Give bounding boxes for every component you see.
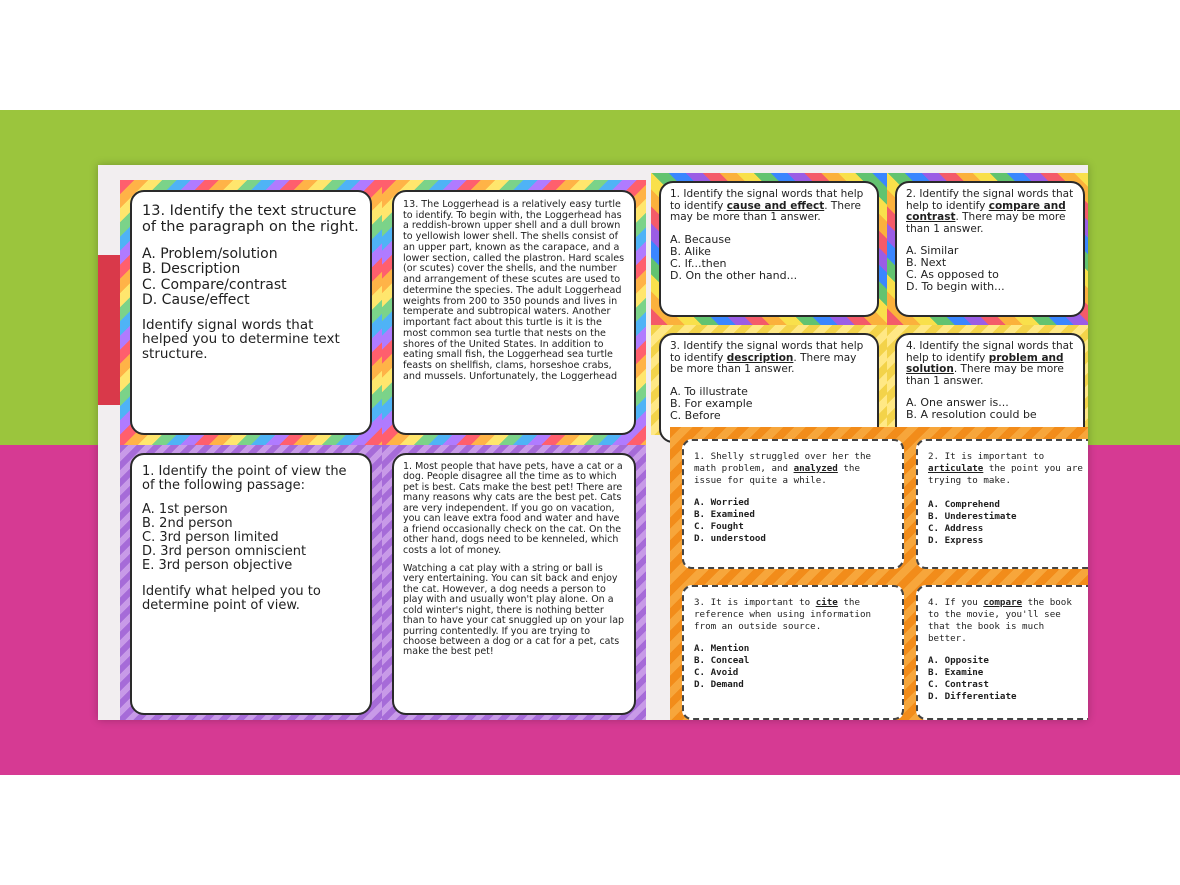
question-text: 2. Identify the signal words that help to identify	[906, 188, 1074, 212]
vocabulary-card	[916, 585, 1088, 720]
option: B. Examined	[694, 508, 755, 520]
text-structure-card	[120, 180, 382, 445]
options-list	[694, 497, 892, 545]
red-binder-edge	[98, 255, 120, 405]
question-text: 3. Identify the signal words that help to identify	[670, 340, 864, 364]
options-list	[906, 397, 1074, 421]
option: A. Problem/solution	[142, 246, 278, 263]
option: D. On the other hand...	[670, 268, 798, 282]
option: B. Conceal	[694, 654, 750, 666]
key-term: cite	[815, 597, 838, 608]
option: E. 3rd person objective	[142, 558, 293, 574]
card-question	[928, 451, 1086, 487]
options-list	[928, 499, 1086, 547]
signal-words-card	[887, 325, 1088, 435]
question-text: the book to the movie, you'll see that the book is much better.	[928, 597, 1072, 644]
question-text: 1. Shelly struggled over her the math problem, and	[694, 451, 872, 474]
option: B. Underestimate	[928, 510, 1017, 522]
option: C. Fought	[694, 520, 744, 532]
point-of-view-card	[120, 445, 382, 720]
option: A. Similar	[906, 244, 959, 258]
vocabulary-card	[682, 585, 904, 720]
card-question	[670, 341, 868, 376]
option: D. Differentiate	[928, 690, 1017, 702]
card-question: 13. Identify the text structure of the paragraph on the right.	[142, 203, 359, 235]
signal-words-card	[651, 173, 887, 325]
card-followup: Identify what helped you to determine point of view.	[142, 584, 321, 614]
key-term: description	[726, 351, 794, 364]
option: C. As opposed to	[906, 268, 999, 282]
option: B. For example	[670, 396, 753, 410]
signal-words-card	[887, 173, 1088, 325]
question-text: . There may be more than 1 answer.	[670, 351, 857, 376]
card-question	[694, 597, 892, 633]
passage-paragraph: 1. Most people that have pets, have a cat or a dog. People disagree all the time as to which pet is best. Cats make the best pet! There are many reasons why cats are the best pet. Cats are very independent. If you go on vacation, you can leave extra food and water and have a friend occasionally check on the cat. On the other hand, dogs need to be kenneled, which costs a lot of money.	[403, 461, 623, 556]
task-cards-photo	[98, 165, 1088, 720]
option: A. Mention	[694, 642, 750, 654]
option: A. Because	[670, 232, 731, 246]
question-text: 4. If you	[928, 597, 984, 608]
card-question: 1. Identify the point of view the of the following passage:	[142, 464, 347, 494]
loggerhead-passage-card	[382, 180, 646, 445]
option: B. Alike	[670, 244, 711, 258]
question-text: the point you are trying to make.	[928, 462, 1083, 486]
signal-words-card	[651, 325, 887, 435]
option: D. To begin with...	[906, 280, 1005, 294]
option: C. Compare/contrast	[142, 276, 287, 293]
question-text: 3. It is important to	[694, 597, 816, 608]
options-list	[694, 643, 892, 691]
option: C. Contrast	[928, 678, 989, 690]
option: D. Cause/effect	[142, 291, 250, 308]
option: D. 3rd person omniscient	[142, 544, 307, 560]
key-term: problem and solution	[906, 351, 1064, 376]
option: C. If...then	[670, 256, 727, 270]
option: B. Examine	[928, 666, 984, 678]
question-text: the issue for quite a while.	[694, 462, 860, 486]
card-question	[694, 451, 892, 487]
key-term: compare and contrast	[906, 199, 1066, 224]
options-list	[142, 247, 360, 307]
option: C. Before	[670, 408, 721, 422]
card-question	[670, 189, 868, 224]
option: C. Avoid	[694, 666, 739, 678]
option: C. Address	[928, 522, 984, 534]
question-text: . There may be more than 1 answer.	[906, 211, 1066, 235]
option: B. 2nd person	[142, 516, 233, 532]
option: A. One answer is...	[906, 396, 1009, 410]
option: B. Next	[906, 256, 947, 270]
card-question	[928, 597, 1086, 645]
card-followup: Identify signal words that helped you to determine text structure.	[142, 316, 340, 362]
options-list	[670, 386, 868, 422]
question-text: 2. It is important to	[928, 451, 1045, 462]
passage-text: 13. The Loggerhead is a relatively easy turtle to identify. To begin with, the Loggerhead has a reddish-brown upper shell and a dull brown to yellowish lower shell. The shells consist of an upper part, known as the carapace, and a lower section, called the plastron. Hard scales (or scutes) cover the shells, and the number and arrangement of these scutes are used to determine the species. The adult Loggerhead weights from 200 to 350 pounds and lives in temperate and subtropical waters. Another important fact about this turtle is it is the most common sea turtle that nests on the shores of the United States. In addition to eating small fish, the Loggerhead sea turtle feasts on shellfish, clams, horseshoe crabs, and mussels. Unfortunately, the Loggerhead	[403, 199, 625, 382]
option: A. Comprehend	[928, 498, 1000, 510]
question-text: the reference when using information from an outside source.	[694, 597, 872, 632]
option: A. Worried	[694, 496, 750, 508]
key-term: analyzed	[793, 462, 838, 474]
option: D. Express	[928, 534, 984, 546]
pets-passage-card	[382, 445, 646, 720]
key-term: cause and effect	[726, 199, 825, 212]
vocabulary-card	[682, 439, 904, 569]
option: B. Description	[142, 261, 241, 278]
option: C. 3rd person limited	[142, 530, 279, 546]
card-question	[906, 189, 1074, 235]
options-list	[142, 503, 360, 573]
options-list	[906, 245, 1074, 293]
card-question	[906, 341, 1074, 387]
options-list	[670, 234, 868, 282]
vocabulary-card	[916, 439, 1088, 569]
option: B. A resolution could be	[906, 408, 1037, 422]
key-term: articulate	[928, 462, 984, 474]
option: D. Demand	[694, 678, 744, 690]
passage-paragraph: Watching a cat play with a string or ball is very entertaining. You can sit back and enjoy the cat. However, a dog needs a person to play with and usually won't play alone. On a cold winter's night, there is nothing better than to have your cat snuggled up on your lap purring contentedly. If you are trying to choose between a dog or a cat for a pet, cats make the best pet!	[403, 562, 625, 658]
option: A. Opposite	[928, 654, 989, 666]
question-text: 4. Identify the signal words that help to identify	[906, 340, 1074, 364]
question-text: 1. Identify the signal words that help to identify	[670, 188, 864, 212]
option: A. To illustrate	[670, 384, 748, 398]
options-list	[928, 655, 1086, 703]
option: D. understood	[694, 532, 766, 544]
question-text: . There may be more than 1 answer.	[670, 199, 861, 224]
question-text: . There may be more than 1 answer.	[906, 363, 1064, 387]
option: A. 1st person	[142, 502, 228, 518]
key-term: compare	[983, 597, 1023, 608]
